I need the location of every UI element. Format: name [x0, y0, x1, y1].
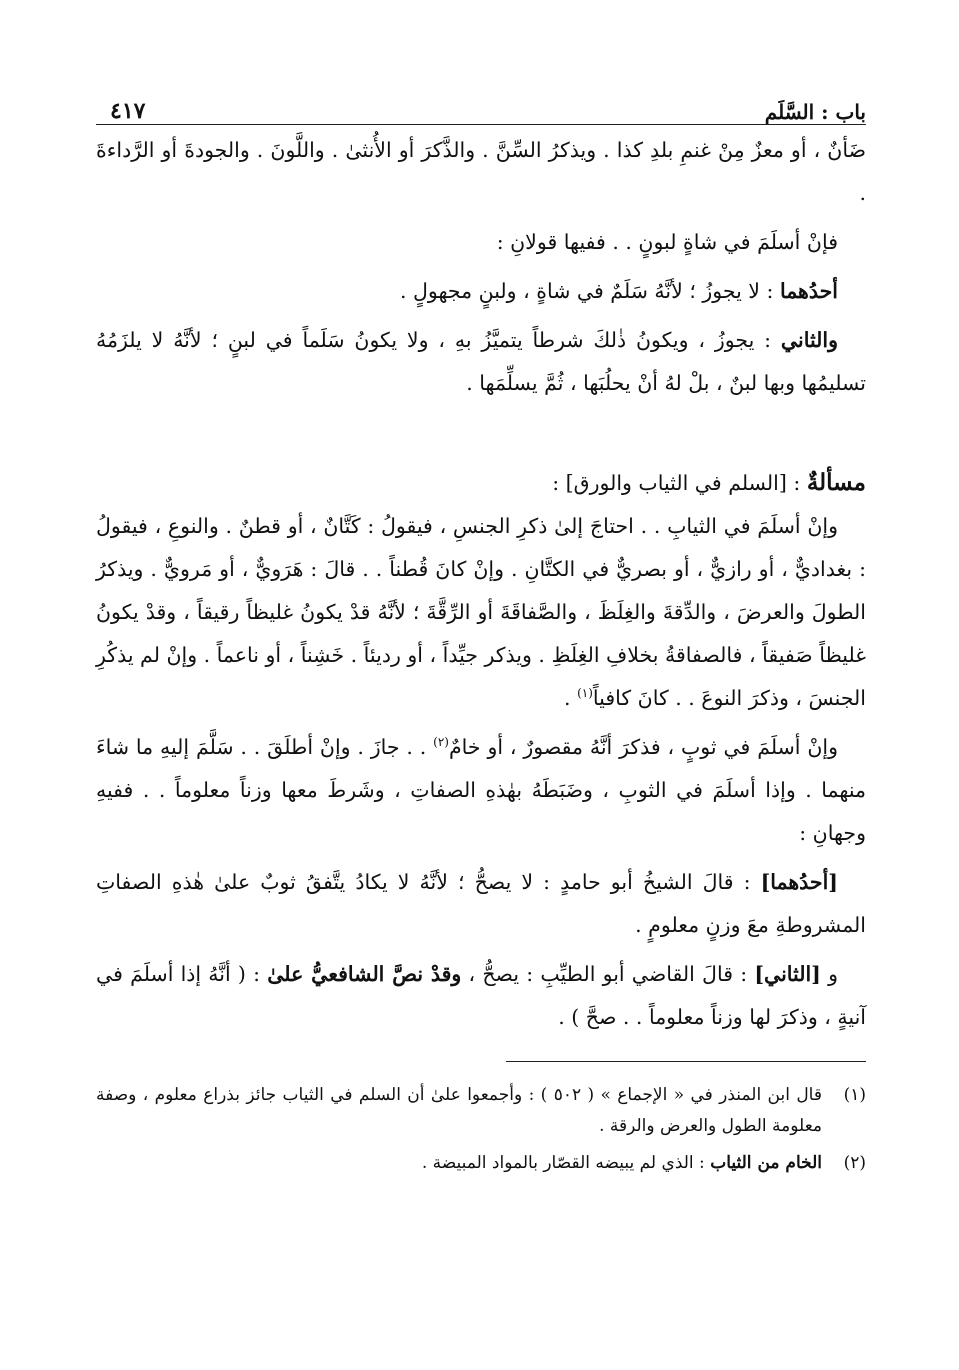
footnote-ref-2[interactable]: (٢): [433, 735, 449, 750]
issue-heading: مسألةٌ : [السلم في الثياب والورق] :: [552, 469, 866, 496]
issue-label: مسألةٌ: [806, 469, 866, 496]
paragraph-first-view: [أحدُهما] : قالَ الشيخُ أبو حامدٍ : لا يصحُّ ؛ لأنَّهُ لا يكادُ يتَّفقُ ثوبٌ علىٰ هٰذهِ الصفاتِ المشروطةِ معَ وزنٍ معلومٍ .: [96, 870, 866, 937]
view-label: [أحدُهما]: [760, 870, 838, 894]
footnotes: [96, 1080, 866, 1179]
shafii-text: وقدْ نصَّ الشافعيُّ علىٰ: [267, 962, 462, 986]
footnote-1: [96, 1080, 866, 1142]
view-label: [الثاني]: [754, 962, 821, 986]
opinion-label: أحدُهما: [779, 279, 838, 303]
opinion-label: والثاني: [780, 328, 838, 352]
paragraph-second-view: و [الثاني] : قالَ القاضي أبو الطيِّبِ : يصحُّ ، وقدْ نصَّ الشافعيُّ علىٰ : ( أنَّهُ إذا أسلَمَ في آنيةٍ ، وذكرَ لها وزناً معلوماً . . صحَّ ) .: [96, 962, 866, 1029]
footnote-term: الخام من الثياب: [710, 1153, 822, 1173]
main-text: [96, 129, 866, 1039]
paragraph-milk-sheep: فإنْ أسلَمَ في شاةٍ لبونٍ . . ففيها قولانِ :: [496, 230, 838, 254]
footnote-number: (٢): [843, 1153, 866, 1173]
footnote-divider: [506, 1061, 866, 1062]
paragraph-garment: وإنْ أسلَمَ في ثوبٍ ، فذكرَ أنَّهُ مقصورٌ ، أو خامٌ$^{(٢)}$ . . جازَ . وإنْ أطلَقَ . . سَلَّمَ إليهِ ما شاءَ منهما . وإذا أسلَمَ في الثوبِ ، وضَبَطَهُ بهٰذهِ الصفاتِ ، وشَرطَ معها وزناً معلوماً . . ففيهِ وجهانِ :: [96, 735, 866, 845]
footnote-2: [96, 1148, 866, 1179]
footnote-ref-1[interactable]: (١): [577, 686, 593, 701]
paragraph-first-opinion: أحدُهما : لا يجوزُ ؛ لأنَّهُ سَلَمٌ في شاةٍ ، ولبنٍ مجهولٍ .: [399, 279, 838, 303]
page-number: ٤١٧: [110, 98, 146, 124]
footnote-text: : الذي لم يبيضه القصّار بالمواد المبيضة .: [421, 1153, 711, 1173]
footnote-text: قال ابن المنذر في « الإجماع » ( ٥٠٢ ) : وأجمعوا علىٰ أن السلم في الثياب جائز بذراع معلوم ، وصفة معلومة الطول والعرض والرقة .: [96, 1085, 822, 1136]
chapter-title: باب : السَّلَم: [764, 100, 866, 124]
paragraph-sheep-description: ضَأنٌ ، أو معزٌ مِنْ غنمِ بلدِ كذا . ويذكرُ السِّنَّ . والذَّكرَ أو الأُنثىٰ . واللَّونَ . والجودةَ أو الرَّداءةَ .: [96, 138, 866, 205]
book-page: [96, 80, 866, 1185]
footnote-number: (١): [843, 1085, 866, 1105]
paragraph-cloth: وإنْ أسلَمَ في الثيابِ . . احتاجَ إلىٰ ذكرِ الجنسِ ، فيقولُ : كَتَّانٌ ، أو قطنٌ . والنوعِ ، فيقولُ : بغداديٌّ ، أو رازيٌّ ، أو بصريٌّ في الكتَّانِ . وإنْ كانَ قُطناً . . قالَ : هَرَويٌّ ، أو مَرويٌّ . ويذكرُ الطولَ والعرضَ ، والدِّقةَ والغِلَظَ ، والصَّفاقَةَ أو الرِّقَّةَ ؛ لأنَّهُ قدْ يكونُ غليظاً رقيقاً ، وقدْ يكونُ غليظاً صَفيقاً ، فالصفاقةُ بخلافِ الغِلَظِ . ويذكر جيِّداً ، أو رديئاً . خَشِناً ، أو ناعماً . وإنْ لم يذكُرِ الجنسَ ، وذكرَ النوعَ . . كانَ كافياً$^{(١)}$ .: [96, 514, 866, 710]
paragraph-second-opinion: والثاني : يجوزُ ، ويكونُ ذٰلكَ شرطاً يتميَّزُ بهِ ، ولا يكونُ سَلَماً في لبنٍ ؛ لأنَّهُ لا يلزَمُهُ تسليمُها وبها لبنٌ ، بلْ لهُ أنْ يحلُبَها ، ثُمَّ يسلِّمَها .: [96, 328, 866, 395]
page-header: [96, 80, 866, 125]
